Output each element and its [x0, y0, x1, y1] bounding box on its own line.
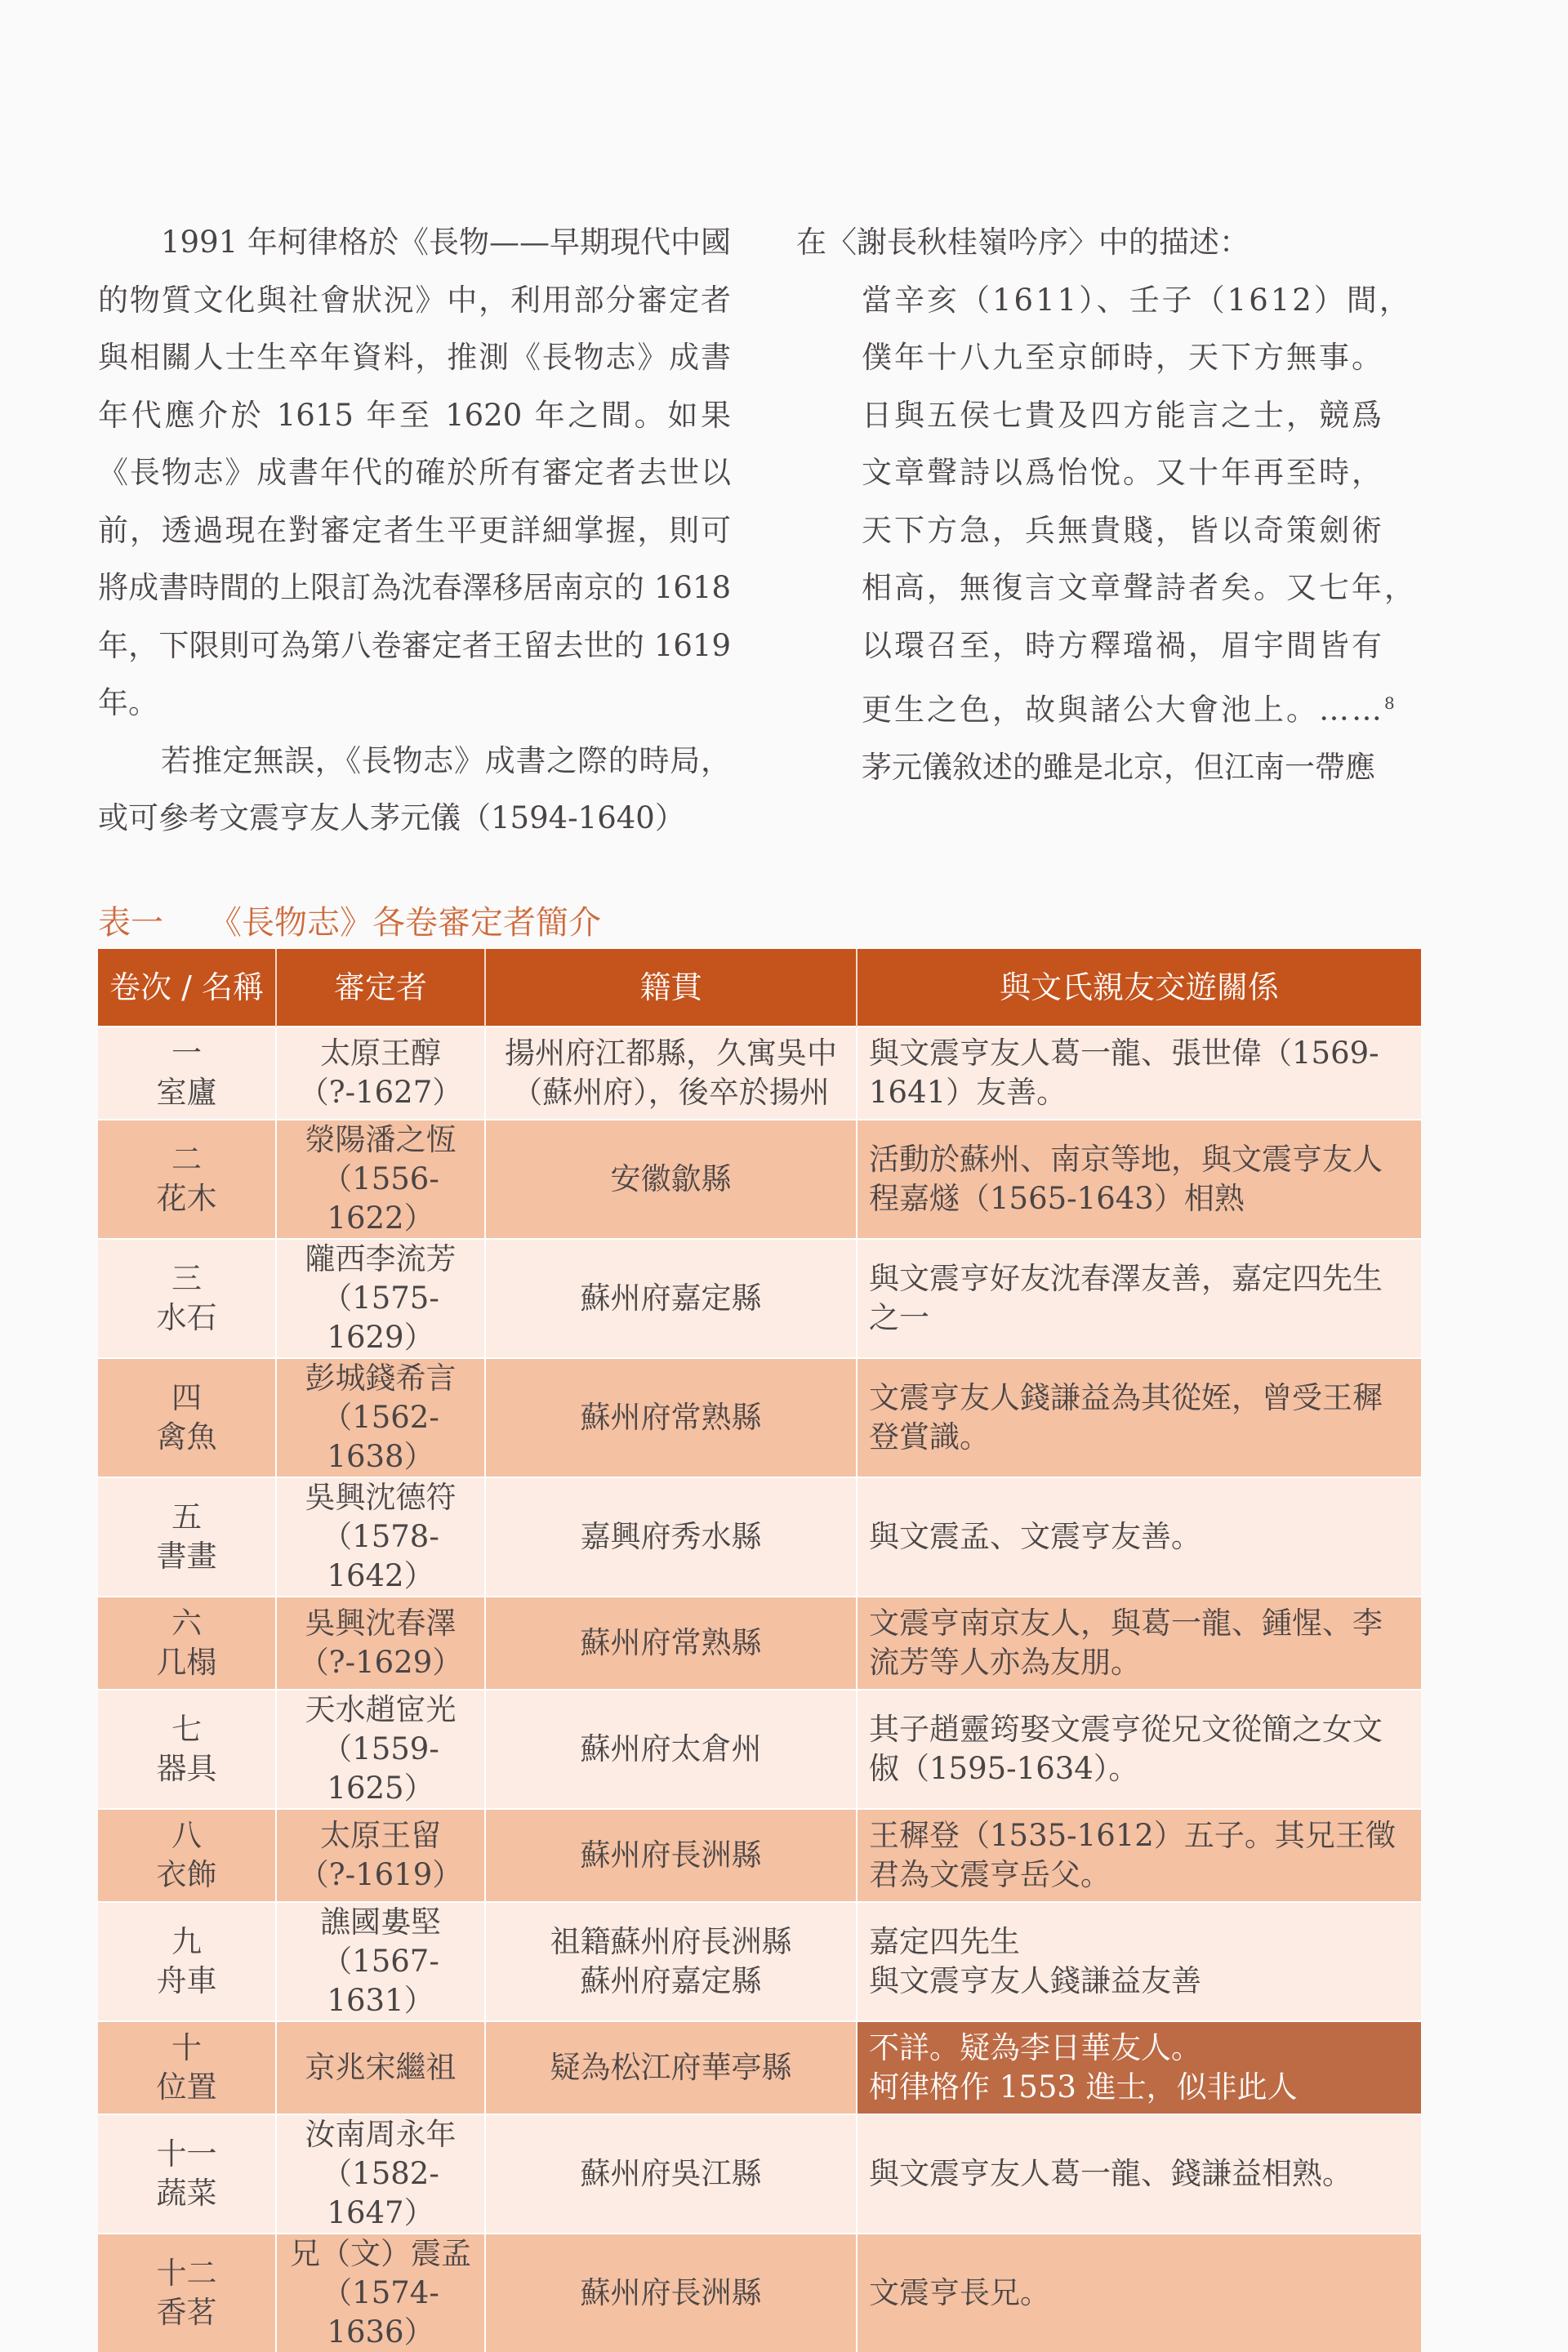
reviewer-line: 隴西李流芳 — [305, 1241, 457, 1276]
table-row — [98, 1902, 1421, 2021]
reviewer-line: 譙國婁堅 — [320, 1904, 441, 1940]
table-row — [98, 2021, 1421, 2114]
relation-line: 與文震亨友人錢謙益友善 — [869, 1963, 1201, 1998]
relation-cell — [857, 1027, 1421, 1120]
origin-cell — [485, 1597, 857, 1690]
relation-line: 與文震孟、文震亨友善。 — [869, 1519, 1201, 1554]
reviewer-line: （?-1629） — [298, 1645, 463, 1680]
volume-line: 十二 — [156, 2256, 217, 2291]
relation-line: 君為文震亨岳父。 — [869, 1857, 1111, 1892]
volume-line: 九 — [172, 1924, 202, 1959]
reviewer-line: （1559-1625） — [322, 1731, 439, 1806]
relation-line: 文震亨友人錢謙益為其從姪，曾受王穉 — [869, 1380, 1383, 1415]
volume-line: 八 — [172, 1818, 202, 1853]
reviewer-cell — [276, 1809, 485, 1902]
volume-cell — [98, 1239, 276, 1358]
table-title: 《長物志》各卷審定者簡介 — [209, 904, 601, 942]
origin-line: 蘇州府長洲縣 — [580, 2275, 762, 2310]
relation-line: 不詳。疑為李日華友人。 — [869, 2030, 1201, 2065]
quote-line: 天下方急，兵無貴賤，皆以奇策劍術 — [862, 512, 1384, 548]
reviewer-cell — [276, 1120, 485, 1239]
relation-cell — [857, 1477, 1421, 1597]
table-row — [98, 1477, 1421, 1597]
origin-line: 安徽歙縣 — [610, 1161, 732, 1196]
reviewer-line: （1578-1642） — [322, 1519, 439, 1593]
table-header-row — [98, 949, 1421, 1027]
volume-line: 四 — [172, 1380, 202, 1415]
relation-line: 文震亨南京友人，與葛一龍、鍾惺、李 — [869, 1606, 1383, 1641]
relation-line: 王穉登（1535-1612）五子。其兄王徵 — [869, 1818, 1396, 1853]
volume-line: 二 — [172, 1142, 202, 1177]
table-row — [98, 2234, 1421, 2352]
volume-line: 十 — [172, 2030, 202, 2065]
volume-line: 蔬菜 — [156, 2176, 217, 2211]
origin-line: 祖籍蘇州府長洲縣 — [550, 1924, 792, 1959]
table-row — [98, 1239, 1421, 1358]
volume-line: 禽魚 — [156, 1419, 217, 1454]
origin-line: 疑為松江府華亭縣 — [550, 2050, 792, 2085]
relation-cell — [857, 1690, 1421, 1809]
reviewer-line: （1582-1647） — [322, 2156, 439, 2230]
reviewer-line: （1575-1629） — [322, 1281, 439, 1355]
reviewer-cell — [276, 2114, 485, 2234]
relation-line: 流芳等人亦為友朋。 — [869, 1645, 1141, 1680]
volume-line: 七 — [172, 1712, 202, 1747]
volume-line: 三 — [172, 1261, 202, 1296]
volume-line: 十一 — [156, 2136, 217, 2172]
header-volume: 卷次 / 名稱 — [98, 949, 276, 1027]
volume-line: 位置 — [156, 2069, 217, 2105]
reviewer-line: （1562-1638） — [322, 1400, 439, 1474]
origin-cell — [485, 2114, 857, 2234]
volume-line: 室廬 — [156, 1075, 217, 1110]
origin-line: 嘉興府秀水縣 — [580, 1519, 762, 1554]
origin-line: 蘇州府吳江縣 — [580, 2156, 762, 2191]
origin-cell — [485, 1809, 857, 1902]
origin-line: 蘇州府長洲縣 — [580, 1838, 762, 1873]
reviewer-cell — [276, 1690, 485, 1809]
volume-cell — [98, 1120, 276, 1239]
volume-line: 几榻 — [156, 1645, 217, 1680]
reviewer-line: 汝南周永年 — [305, 2117, 457, 2152]
volume-cell — [98, 1027, 276, 1120]
volume-cell — [98, 1477, 276, 1597]
relation-line: 與文震亨友人葛一龍、錢謙益相熟。 — [869, 2156, 1352, 2191]
relation-line: 登賞識。 — [869, 1419, 990, 1454]
relation-cell — [857, 2114, 1421, 2234]
relation-cell — [857, 2021, 1421, 2114]
quote-line: 當辛亥（1611）、壬子（1612）間， — [862, 282, 1412, 318]
reviewer-line: （?-1627） — [298, 1075, 463, 1110]
relation-cell — [857, 1902, 1421, 2021]
origin-cell — [485, 1902, 857, 2021]
reviewer-line: （1574-1636） — [322, 2275, 439, 2350]
block-quote — [862, 272, 1433, 739]
origin-cell — [485, 1477, 857, 1597]
reviewers-table — [98, 949, 1421, 2352]
table-row — [98, 1027, 1421, 1120]
table-number: 表一 — [98, 904, 163, 942]
volume-line: 花木 — [156, 1181, 217, 1216]
quote-line: 相高，無復言文章聲詩者矣。又七年， — [862, 570, 1417, 605]
quote-line: 更生之色，故與諸公大會池上。…… — [862, 692, 1384, 728]
quote-line: 僕年十八九至京師時，天下方無事。 — [862, 340, 1384, 375]
footnote-marker[interactable]: 8 — [1384, 693, 1395, 713]
table-row — [98, 1120, 1421, 1239]
volume-line: 香茗 — [156, 2295, 217, 2330]
reviewer-line: 彭城錢希言 — [305, 1361, 457, 1396]
header-reviewer: 審定者 — [276, 949, 485, 1027]
relation-line: 其子趙靈筠娶文震亨從兄文從簡之女文 — [869, 1712, 1383, 1747]
reviewer-line: 滎陽潘之恆 — [305, 1122, 457, 1157]
reviewer-cell — [276, 1902, 485, 2021]
reviewer-line: （?-1619） — [298, 1857, 463, 1892]
origin-line: 蘇州府嘉定縣 — [580, 1281, 762, 1316]
table-row — [98, 1358, 1421, 1477]
volume-cell — [98, 1902, 276, 2021]
quote-line: 以環召至，時方釋璫禍，眉宇間皆有 — [862, 627, 1384, 663]
reviewer-cell — [276, 1358, 485, 1477]
reviewer-line: （1567-1631） — [322, 1944, 439, 2018]
volume-cell — [98, 1597, 276, 1690]
right-text-column — [796, 214, 1433, 796]
reviewer-line: 天水趙宧光 — [305, 1692, 457, 1727]
reviewer-line: 吳興沈德符 — [305, 1480, 457, 1515]
volume-cell — [98, 2234, 276, 2352]
volume-cell — [98, 2021, 276, 2114]
relation-line: 活動於蘇州、南京等地，與文震亨友人 — [869, 1142, 1383, 1177]
volume-line: 書畫 — [156, 1539, 217, 1574]
paragraph: 1991 年柯律格於《長物——早期現代中國的物質文化與社會狀況》中，利用部分審定者與相關人士生卒年資料，推測《長物志》成書年代應介於 1615 年至 1620 年之間。如果《長物志》成書年代的確於所有審定者去世以前，透過現在對審定者生平更詳細掌握，則可將成書時間的上限訂為沈春澤移居南京的 1618 年，下限則可為第八卷審定者王留去世的 1619 年。 — [98, 225, 731, 720]
reviewer-cell — [276, 2021, 485, 2114]
quote-line: 文章聲詩以爲怡悅。又十年再至時， — [862, 455, 1384, 490]
relation-cell — [857, 1358, 1421, 1477]
relation-line: 與文震亨友人葛一龍、張世偉（1569- — [869, 1036, 1379, 1071]
reviewer-cell — [276, 2234, 485, 2352]
origin-line: 揚州府江都縣，久寓吳中 — [505, 1036, 837, 1071]
reviewer-cell — [276, 1477, 485, 1597]
origin-cell — [485, 1027, 857, 1120]
volume-cell — [98, 1358, 276, 1477]
table-row — [98, 1809, 1421, 1902]
paragraph: 若推定無誤，《長物志》成書之際的時局，或可參考文震亨友人茅元儀（1594-1640） — [98, 742, 731, 835]
volume-line: 器具 — [156, 1751, 217, 1786]
relation-line: 文震亨長兄。 — [869, 2275, 1050, 2310]
origin-cell — [485, 2021, 857, 2114]
reviewer-line: 太原王留 — [320, 1818, 441, 1853]
relation-line: 與文震亨好友沈春澤友善，嘉定四先生 — [869, 1261, 1383, 1296]
relation-line: 俶（1595-1634）。 — [869, 1751, 1139, 1786]
origin-cell — [485, 1690, 857, 1809]
origin-cell — [485, 1358, 857, 1477]
reviewer-cell — [276, 1239, 485, 1358]
header-relation: 與文氏親友交遊關係 — [857, 949, 1421, 1027]
volume-line: 衣飾 — [156, 1857, 217, 1892]
reviewer-line: 吳興沈春澤 — [305, 1606, 457, 1641]
relation-cell — [857, 2234, 1421, 2352]
left-text-column — [98, 214, 731, 848]
origin-cell — [485, 2234, 857, 2352]
relation-line: 嘉定四先生 — [869, 1924, 1020, 1959]
volume-line: 五 — [172, 1499, 202, 1535]
origin-line: 蘇州府常熟縣 — [580, 1625, 762, 1660]
relation-line: 1641）友善。 — [869, 1075, 1067, 1110]
reviewer-cell — [276, 1027, 485, 1120]
origin-line: 蘇州府常熟縣 — [580, 1400, 762, 1435]
volume-line: 水石 — [156, 1300, 217, 1335]
relation-cell — [857, 1120, 1421, 1239]
table-caption — [98, 897, 601, 943]
reviewer-cell — [276, 1597, 485, 1690]
origin-line: （蘇州府），後卒於揚州 — [512, 1075, 830, 1110]
reviewer-line: 太原王醇 — [320, 1036, 441, 1071]
reviewer-line: （1556-1622） — [322, 1161, 439, 1236]
header-origin: 籍貫 — [485, 949, 857, 1027]
relation-cell — [857, 1809, 1421, 1902]
origin-line: 蘇州府太倉州 — [580, 1731, 762, 1766]
quote-line: 日與五侯七貴及四方能言之士，競爲 — [862, 397, 1384, 433]
relation-cell — [857, 1239, 1421, 1358]
reviewer-line: 京兆宋繼祖 — [305, 2050, 457, 2085]
relation-line: 柯律格作 1553 進士，似非此人 — [869, 2069, 1298, 2105]
relation-line: 程嘉燧（1565-1643）相熟 — [869, 1181, 1245, 1216]
volume-cell — [98, 1690, 276, 1809]
relation-line: 之一 — [869, 1300, 929, 1335]
volume-cell — [98, 1809, 276, 1902]
relation-cell — [857, 1597, 1421, 1690]
volume-cell — [98, 2114, 276, 2234]
table-row — [98, 2114, 1421, 2234]
volume-line: 舟車 — [156, 1963, 217, 1998]
origin-cell — [485, 1120, 857, 1239]
after-quote-text: 茅元儀敘述的雖是北京，但江南一帶應 — [862, 749, 1375, 785]
volume-line: 六 — [172, 1606, 202, 1641]
volume-line: 一 — [172, 1036, 202, 1071]
reviewer-line: 兄（文）震孟 — [290, 2236, 471, 2271]
origin-line: 蘇州府嘉定縣 — [580, 1963, 762, 1998]
quote-intro: 在〈謝長秋桂嶺吟序〉中的描述： — [796, 225, 1250, 260]
origin-cell — [485, 1239, 857, 1358]
table-row — [98, 1690, 1421, 1809]
table-row — [98, 1597, 1421, 1690]
